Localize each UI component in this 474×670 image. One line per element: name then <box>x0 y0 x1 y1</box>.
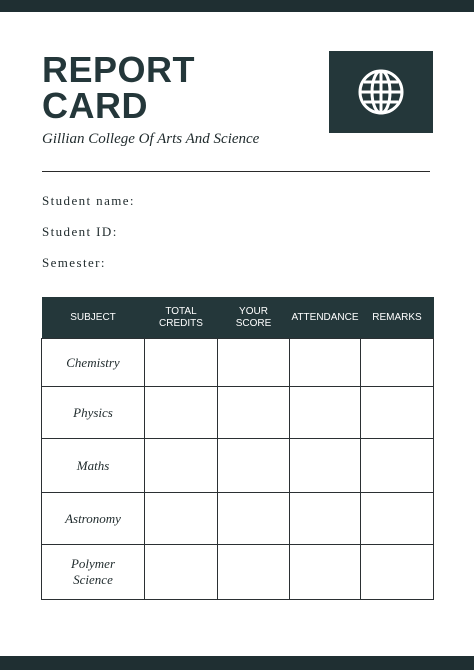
attendance-cell[interactable] <box>290 545 361 600</box>
college-name: Gillian College Of Arts And Science <box>42 131 260 147</box>
credits-cell[interactable] <box>145 387 218 439</box>
credits-cell[interactable] <box>145 545 218 600</box>
score-cell[interactable] <box>218 439 290 493</box>
title-line-1: REPORT <box>42 49 196 90</box>
credits-cell[interactable] <box>145 339 218 387</box>
credits-cell[interactable] <box>145 493 218 545</box>
remarks-cell[interactable] <box>361 339 434 387</box>
logo-box <box>329 51 433 133</box>
attendance-cell[interactable] <box>290 439 361 493</box>
title-line-2: CARD <box>42 85 148 126</box>
subject-cell: Maths <box>42 439 145 493</box>
remarks-cell[interactable] <box>361 545 434 600</box>
table-row <box>42 387 434 439</box>
subject-cell: Chemistry <box>42 339 145 387</box>
subject-cell: Astronomy <box>42 493 145 545</box>
subject-cell: Physics <box>42 387 145 439</box>
grades-table <box>41 297 434 600</box>
column-header-attendance: ATTENDANCE <box>290 297 361 339</box>
attendance-cell[interactable] <box>290 339 361 387</box>
remarks-cell[interactable] <box>361 439 434 493</box>
header-divider <box>42 171 430 172</box>
table-row <box>42 339 434 387</box>
table-row <box>42 545 434 600</box>
table-row <box>42 439 434 493</box>
student-name-label: Student name: <box>42 193 135 208</box>
globe-icon <box>357 68 405 116</box>
attendance-cell[interactable] <box>290 493 361 545</box>
score-cell[interactable] <box>218 545 290 600</box>
score-cell[interactable] <box>218 339 290 387</box>
column-header-total-credits: TOTAL CREDITS <box>145 297 218 339</box>
attendance-cell[interactable] <box>290 387 361 439</box>
score-cell[interactable] <box>218 387 290 439</box>
page-title <box>42 49 196 126</box>
table-row <box>42 493 434 545</box>
student-id-label: Student ID: <box>42 224 118 239</box>
subject-cell: Polymer Science <box>42 545 145 600</box>
column-header-subject: SUBJECT <box>42 297 145 339</box>
credits-cell[interactable] <box>145 439 218 493</box>
remarks-cell[interactable] <box>361 387 434 439</box>
score-cell[interactable] <box>218 493 290 545</box>
remarks-cell[interactable] <box>361 493 434 545</box>
column-header-remarks: REMARKS <box>361 297 434 339</box>
semester-label: Semester: <box>42 255 106 270</box>
column-header-your-score: YOUR SCORE <box>218 297 290 339</box>
top-accent-bar <box>0 0 474 12</box>
bottom-accent-bar <box>0 656 474 670</box>
table-header-row <box>42 297 434 339</box>
